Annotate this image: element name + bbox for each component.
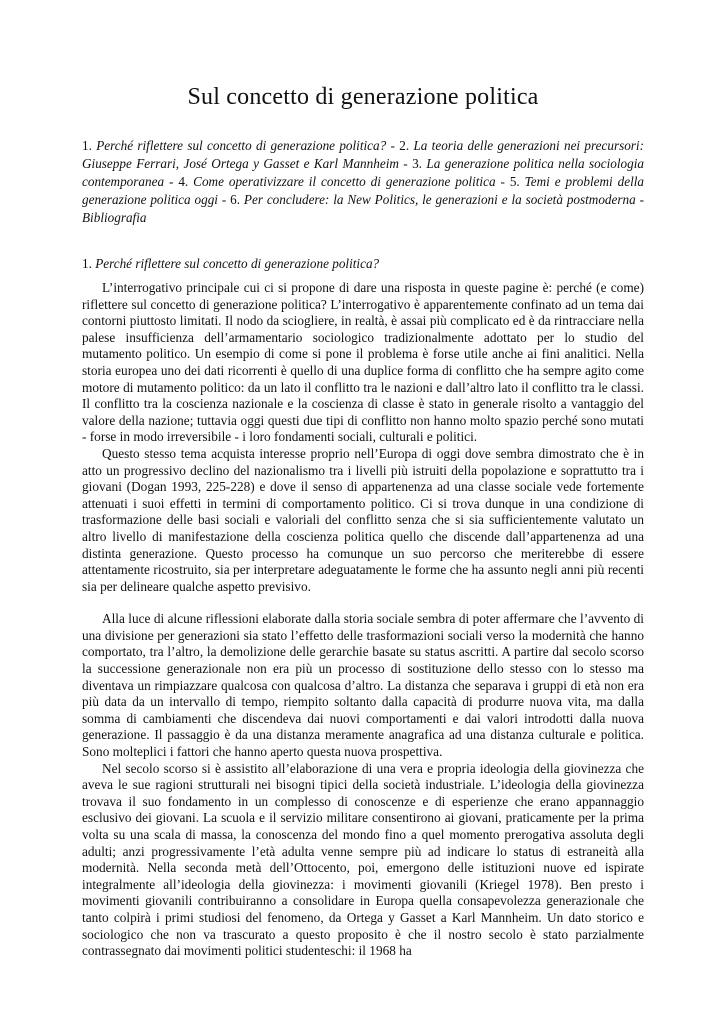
section-1-body [82,280,644,960]
body-paragraph: Nel secolo scorso si è assistito all’elaborazione di una vera e propria ideologia della giovinezza che aveva le sue ragioni strutturali nei bisogni tipici della società industriale. L’ideologia della giovinezza trovava il suo fondamento in un complesso di conoscenze e di esperienze che erano appannaggio esclusivo dei giovani. La scuola e il servizio militare consentirono ai giovani, praticamente per la prima volta su una scala di massa, la conoscenza del mondo fino a quel momento prerogativa assoluta degli adulti; anzi progressivamente l’età adulta venne sempre più ad indicare lo status di estraneità alla modernità. Nella seconda metà dell’Ottocento, poi, emergono delle istituzioni nuove ed ispirate integralmente all’ideologia della giovinezza: i movimenti giovanili (Kriegel 1978). Ben presto i movimenti giovanili contribuiranno a consolidare in Europa quella consapevolezza generazionale che tanto colpirà i primi studiosi del fenomeno, da Ortega y Gasset a Karl Mannheim. Un dato storico e sociologico che non va trascurato a questo proposito è che il nostro secolo è stato parzialmente contrassegnato dai movimenti politici studenteschi: il 1968 ha [82,760,644,959]
table-of-contents-summary [82,137,644,227]
section-number: 1. [82,256,96,271]
summary-chapter-title: Per concludere: la New Politics, le generazioni e la società postmoderna [243,192,636,207]
summary-separator: 1. [82,138,97,153]
summary-chapter-title: La teoria delle generazioni nei precursori: Giuseppe Ferrari, José Ortega y Gasset e Karl Mannheim [82,138,644,171]
body-paragraph: L’interrogativo principale cui ci si propone di dare una risposta in queste pagine è: perché (e come) riflettere sul concetto di generazione politica? L’interrogativo è apparentemente confinato ad un tema dai contorni piuttosto limitati. Il nodo da sciogliere, in realtà, è assai più complicato ed è da rintracciare nella palese insufficienza dell’armamentario sociologico tradizionalmente adottato per lo studio del mutamento politico. Un esempio di come si pone il problema è forse utile anche ai fini analitici. Nella storia europea uno dei dati ricorrenti è quello di una duplice forma di conflitto che ha sempre agito come motore di mutamento politico: da un lato il conflitto tra le nazioni e dall’altro lato il conflitto tra le classi. Il conflitto tra la coscienza nazionale e la coscienza di classe è stato in generale risolto a vantaggio del valore della nazione; tuttavia oggi questi due tipi di conflitto non hanno molto spazio perché sono mutati - forse in modo irreversibile - i loro fondamenti sociali, culturali e politici. [82,280,644,445]
section-1-heading [82,255,644,273]
summary-chapter-title: Temi e problemi della generazione politica oggi [82,174,644,207]
summary-separator: - 3. [398,156,427,171]
summary-chapter-title: Bibliografia [82,210,147,225]
section-title: Perché riflettere sul concetto di generazione politica? [95,256,380,271]
body-paragraph: Alla luce di alcune riflessioni elaborate dalla storia sociale sembra di poter affermare che l’avvento di una divisione per generazioni sia stato l’effetto delle trasformazioni sociali verso la modernità che hanno comportato, tra l’altro, la demolizione delle gerarchie basate su status ascritti. A partire dal secolo scorso la successione generazionale non era più un processo di sostituzione dello stesso con lo stesso ma diventava un rimpiazzare qualcosa con qualcosa d’altro. La distanza che separava i gruppi di età non era più data da un intervallo di tempo, riempito soltanto dalla capacità di produrre nuova vita, ma dalla somma di cambiamenti che discendeva dai nuovi comportamenti e dai valori introdotti dalla nuova generazione. Il passaggio è da una distanza meramente anagrafica ad una distanza culturale e politica. Sono molteplici i fattori che hanno aperto questa nuova prospettiva. [82,611,644,760]
summary-separator: - 2. [386,138,414,153]
body-paragraph: Questo stesso tema acquista interesse proprio nell’Europa di oggi dove sembra dimostrato che è in atto un progressivo declino del nazionalismo tra i livelli più istruiti della popolazione e soprattutto tra i giovani (Dogan 1993, 225-228) e dove il senso di appartenenza ad una classe sociale vede fortemente attenuati i suoi effetti in termini di comportamento politico. Ci si trova dunque in una condizione di trasformazione delle basi sociali e valoriali del conflitto senza che si sia sufficientemente valutato un altro livello di manifestazione della coscienza politica quello che discende dall’appartenenza ad una distinta generazione. Questo processo ha comunque un suo percorso che meriterebbe di essere attentamente ricostruito, sia per interpretare adeguatamente le forme che ha assunto negli anni più recenti sia per delineare qualche aspetto previsivo. [82,445,644,594]
summary-chapter-title: Come operativizzare il concetto di generazione politica [193,174,496,189]
summary-separator: - 4. [164,174,194,189]
summary-separator: - 5. [495,174,525,189]
summary-chapter-title: La generazione politica nella sociologia contemporanea [82,156,644,189]
summary-separator: - 6. [217,192,244,207]
summary-chapter-title: Perché riflettere sul concetto di generazione politica? [96,138,387,153]
document-title: Sul concetto di generazione politica [187,84,539,110]
summary-separator: - [635,192,644,207]
